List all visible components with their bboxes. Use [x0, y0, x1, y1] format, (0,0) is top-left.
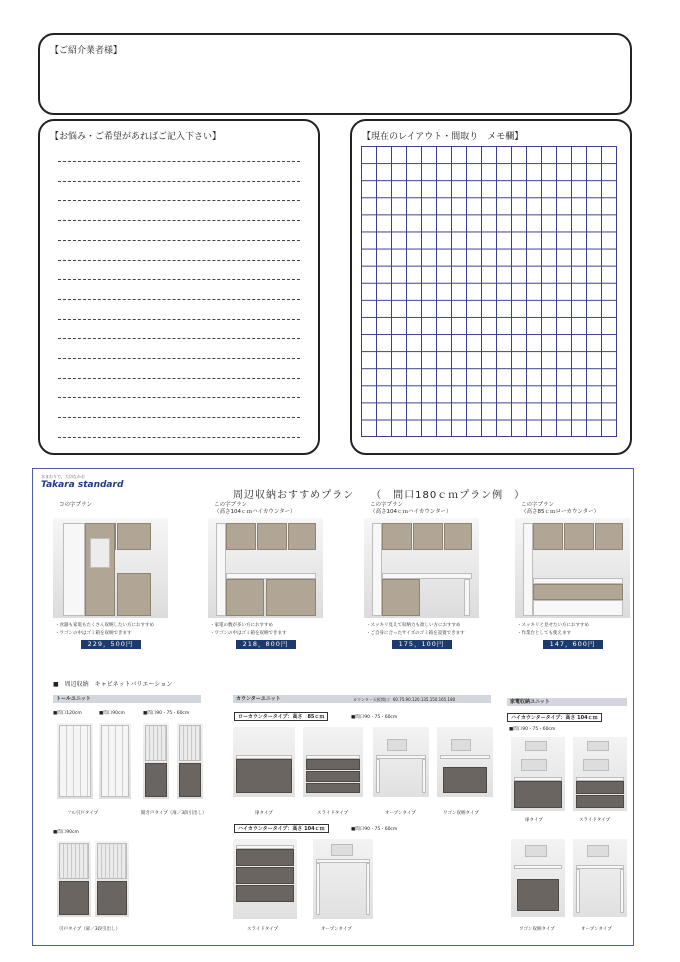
- plan-image: [53, 518, 168, 618]
- appliance-size: ■間口90・75・60cm: [509, 727, 556, 732]
- counter-caption-door: 扉タイプ: [255, 811, 273, 816]
- brand-slogan: 水まわりで、大切なかお: [41, 474, 85, 479]
- high-counter-tag: ハイカウンタータイプ：高さ 104ｃｍ: [234, 824, 329, 833]
- appliance-caption-wagon: ワゴン収納タイプ: [519, 927, 555, 932]
- counter-product-image: [233, 839, 297, 919]
- memo-grid: [361, 146, 617, 437]
- brand-name: Takara standard: [41, 480, 124, 490]
- tall-unit-bar: トールユニット: [53, 695, 201, 703]
- counter-product-image: [303, 727, 363, 797]
- tall-size-c: ■間口90・75・60cm: [143, 711, 190, 716]
- low-counter-size: ■間口90・75・60cm: [351, 715, 398, 720]
- plan-image: [515, 518, 630, 618]
- catalog-title: 周辺収納おすすめプラン （ 間口180ｃｍプラン例 ）: [233, 490, 526, 501]
- counter-product-image: [233, 727, 295, 797]
- request-box-title: 【お悩み・ご希望があればご記入下さい】: [50, 132, 222, 142]
- appliance-caption-slide: スライドタイプ: [579, 818, 611, 823]
- tall-caption-full: フル引戸タイプ: [67, 811, 99, 816]
- storage-catalog: [32, 468, 634, 946]
- counter-caption-slide: スライドタイプ: [317, 811, 349, 816]
- writing-line: [58, 358, 300, 359]
- tall-caption-hinge: 開き戸タイプ（扉／3段引出し）: [141, 811, 207, 816]
- counter-product-image: [437, 727, 493, 797]
- request-box: [38, 119, 320, 455]
- appliance-product-image: [573, 737, 627, 811]
- counter-product-image: [373, 727, 429, 797]
- referrer-box-title: 【ご紹介業者様】: [50, 46, 123, 56]
- plan-price: 229，500円: [81, 640, 141, 649]
- writing-line: [58, 200, 300, 201]
- brand-logo: [41, 474, 123, 490]
- plan-image: [364, 518, 479, 618]
- writing-line: [58, 437, 300, 438]
- appliance-unit-bar: 家電収納ユニット: [507, 698, 627, 706]
- variation-heading: ■ 周辺収納 キャビネットバリエーション: [53, 681, 173, 688]
- plan-notes: ・スッキリと見せたい方におすすめ ・作業台としても使えます: [517, 623, 589, 636]
- tall-product-image: [177, 723, 203, 799]
- writing-line: [58, 378, 300, 379]
- counter-unit-bar: カウンターユニット: [233, 695, 491, 703]
- plan-card: [515, 502, 630, 649]
- plan-card: [364, 502, 479, 649]
- writing-line: [58, 260, 300, 261]
- tall-product-image: [99, 723, 131, 799]
- writing-line: [58, 279, 300, 280]
- plan-price: 175，100円: [392, 640, 452, 649]
- writing-line: [58, 299, 300, 300]
- plan-notes: ・スッキリ見えて収納力も欲しい方におすすめ ・ご自身に合ったサイズのゴミ箱を設置できます: [366, 623, 465, 636]
- counter-product-image: [313, 839, 373, 919]
- appliance-caption-door: 扉タイプ: [525, 818, 543, 823]
- writing-line: [58, 161, 300, 162]
- tall-size-a: ■間口120cm: [53, 711, 82, 716]
- counter-caption-high-slide: スライドタイプ: [247, 927, 279, 932]
- plan-image: [208, 518, 323, 618]
- writing-line: [58, 240, 300, 241]
- writing-line: [58, 417, 300, 418]
- counter-top-note: カウンター天板間口：60.75.90.120.135.150.165.180: [353, 697, 456, 702]
- writing-line: [58, 181, 300, 182]
- counter-caption-wagon: ワゴン収納タイプ: [443, 811, 479, 816]
- plan-notes: ・食器も家電もたくさん収納したい方におすすめ ・ワゴンの中はゴミ箱を収納できます: [55, 623, 155, 636]
- plan-price: 218，800円: [236, 640, 296, 649]
- appliance-product-image: [511, 737, 565, 811]
- tall-product-image: [57, 841, 91, 917]
- writing-line: [58, 220, 300, 221]
- layout-memo-box: [350, 119, 632, 455]
- tall-product-image: [57, 723, 93, 799]
- plan-title: この字プラン （高さ104ｃｍハイカウンター）: [370, 502, 452, 515]
- plan-notes: ・家電の数が多い方におすすめ ・ワゴンの中はゴミ箱を収納できます: [210, 623, 287, 636]
- tall-size-d: ■間口90cm: [53, 830, 79, 835]
- counter-caption-open: オープンタイプ: [385, 811, 416, 816]
- writing-line: [58, 397, 300, 398]
- tall-product-image: [143, 723, 169, 799]
- plan-card: [208, 502, 323, 649]
- plan-card: [53, 502, 168, 649]
- layout-memo-title: 【現在のレイアウト・間取り メモ欄】: [362, 132, 524, 142]
- writing-line: [58, 319, 300, 320]
- low-counter-tag: ローカウンタータイプ：高さ 85ｃｍ: [234, 712, 328, 721]
- plan-title: コの字プラン: [59, 502, 93, 508]
- tall-product-image: [95, 841, 129, 917]
- plan-title: この字プラン （高さ85ｃｍローカウンター）: [521, 502, 600, 515]
- tall-caption-slide: 引戸タイプ（扉／3段引出し）: [59, 927, 121, 932]
- appliance-product-image: [511, 839, 565, 917]
- writing-line: [58, 338, 300, 339]
- appliance-high-tag: ハイカウンタータイプ：高さ 104ｃｍ: [507, 713, 602, 722]
- referrer-box: [38, 33, 632, 115]
- appliance-product-image: [573, 839, 627, 917]
- counter-caption-high-open: オープンタイプ: [321, 927, 352, 932]
- tall-size-b: ■間口90cm: [99, 711, 125, 716]
- plan-price: 147，600円: [543, 640, 603, 649]
- appliance-caption-open: オープンタイプ: [581, 927, 612, 932]
- plan-title: この字プラン （高さ104ｃｍハイカウンター）: [214, 502, 296, 515]
- high-counter-size: ■間口90・75・60cm: [351, 827, 398, 832]
